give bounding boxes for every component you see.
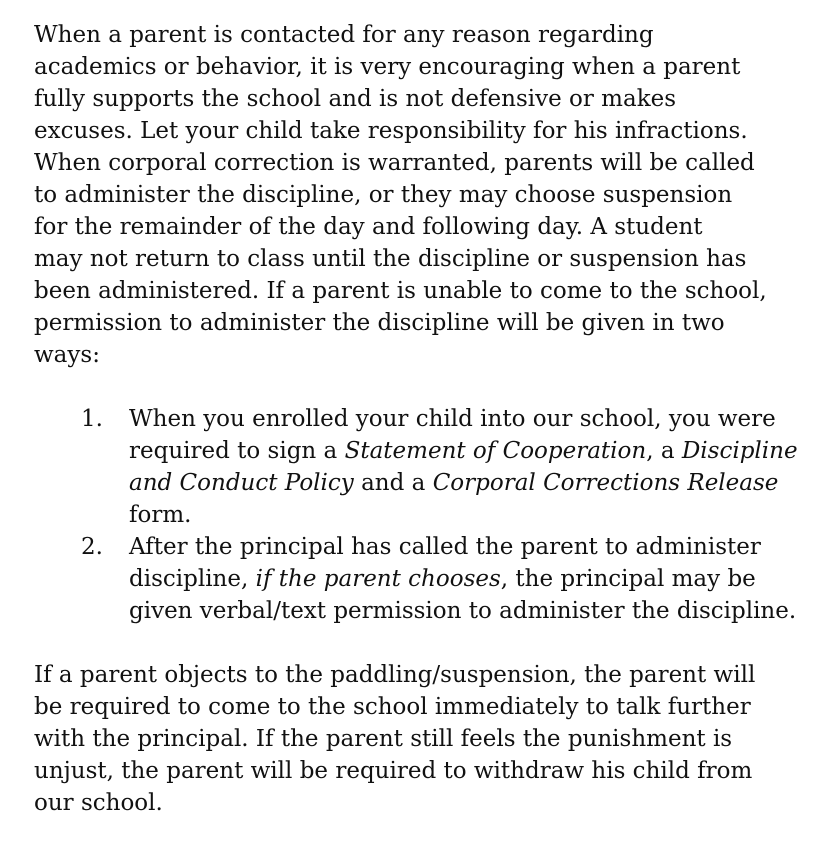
corporal-release-title: Corporal Corrections Release	[432, 470, 779, 496]
parent-chooses-emphasis: if the parent chooses	[255, 566, 501, 592]
document-body	[34, 19, 824, 819]
list-item-text: and a	[353, 470, 433, 496]
discipline-policy-title: Discipline and Conduct Policy	[129, 438, 798, 496]
objection-paragraph: If a parent objects to the paddling/suspension, the parent will be required to come to the school immediately to talk further with the principal. If the parent still feels the punishment is unjust, the parent will be required to withdraw his child from our school.	[34, 662, 756, 816]
list-item-statement-of-cooperation	[34, 403, 824, 531]
list-item-verbal-permission	[34, 531, 824, 627]
list-item-text: , a	[646, 438, 682, 464]
paragraph-spacer	[34, 627, 824, 659]
list-item-text: After the principal has called the parent to administer discipline,	[129, 534, 761, 592]
list-item-text: form.	[129, 502, 192, 528]
paragraph-spacer	[34, 371, 824, 403]
intro-paragraph: When a parent is contacted for any reason regarding academics or behavior, it is very encouraging when a parent fully supports the school and is not defensive or makes excuses. Let your child take responsibility for his infractions. When corporal correction is warranted, parents will be called to administer the discipline, or they may choose suspension for the remainder of the day and following day. A student may not return to class until the discipline or suspension has been administered. If a parent is unable to come to the school, permission to administer the discipline will be given in two ways:	[34, 22, 767, 368]
statement-of-cooperation-title: Statement of Cooperation	[344, 438, 647, 464]
list-item-text: , the principal may be given verbal/text permission to administer the discipline.	[129, 566, 797, 624]
permission-list	[34, 403, 824, 627]
list-number: 2.	[81, 534, 103, 560]
list-number: 1.	[81, 406, 103, 432]
list-item-text: When you enrolled your child into our school, you were required to sign a	[129, 406, 776, 464]
